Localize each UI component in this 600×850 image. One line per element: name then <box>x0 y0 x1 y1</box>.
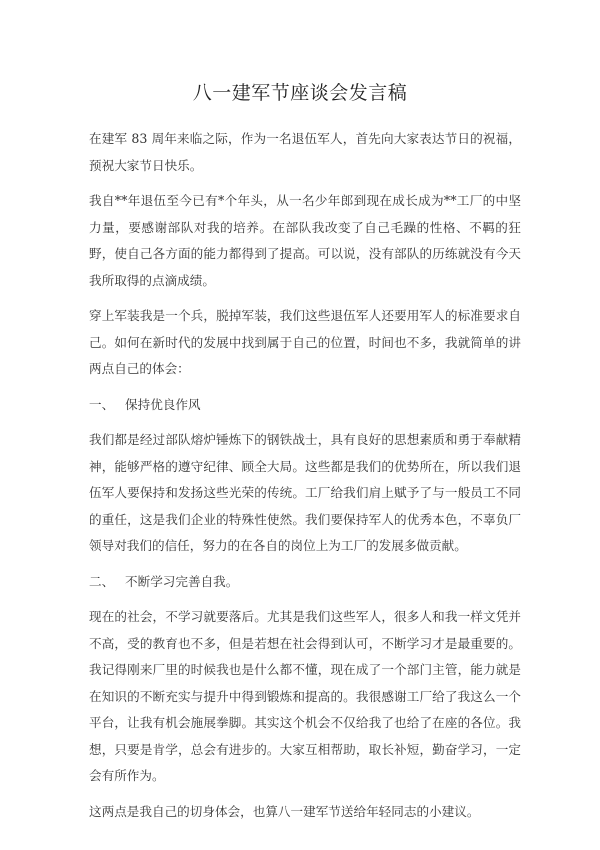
paragraph-intro: 在建军 83 周年来临之际，作为一名退伍军人，首先向大家表达节日的祝福，预祝大家节日快乐。 <box>89 131 521 173</box>
section-paragraph-2: 现在的社会，不学习就要落后。尤其是我们这些军人，很多人和我一样文凭并不高，受的教育也不多，但是若想在社会得到认可，不断学习才是最重要的。我记得刚来厂里的时候我也是什么都不懂，现在成了一个部门主管，能力就是在知识的不断充实与提升中得到锻炼和提高的。我很感谢工厂给了我这么一个平台，让我有机会施展拳脚。其实这个机会不仅给我了也给了在座的各位。我想，只要是肯学，总会有进步的。大家互相帮助，取长补短，勤奋学习，一定会有所作为。 <box>89 609 521 783</box>
section-number-2: 二、 <box>89 573 115 589</box>
page-title: 八一建军节座谈会发言稿 <box>192 82 408 104</box>
section-number-1: 一、 <box>89 396 115 412</box>
section-title-1: 保持优良作风 <box>125 396 201 412</box>
paragraph-background: 我自**年退伍至今已有*个年头，从一名少年郎到现在成长成为**工厂的中坚力量，要感谢部队对我的培养。在部队我改变了自己毛躁的性格、不羁的狂野，使自己各方面的能力都得到了提高。可以说，没有部队的历练就没有今天我所取得的点滴成绩。 <box>89 193 521 288</box>
document-body <box>89 126 521 834</box>
section-paragraph-1: 我们都是经过部队熔炉锤炼下的钢铁战士，具有良好的思想素质和勇于奉献精神，能够严格的遵守纪律、顾全大局。这些都是我们的优势所在，所以我们退伍军人要保持和发扬这些光荣的传统。工厂给我们肩上赋予了与一般员工不同的重任，这是我们企业的特殊性使然。我们要保持军人的优秀本色，不辜负厂领导对我们的信任，努力的在各自的岗位上为工厂的发展多做贡献。 <box>89 432 521 553</box>
section-heading-1 <box>89 392 521 419</box>
section-heading-2 <box>89 569 521 596</box>
paragraph-closing: 这两点是我自己的切身体会，也算八一建军节送给年轻同志的小建议。 <box>89 803 480 819</box>
paragraph-transition: 穿上军装我是一个兵，脱掉军装，我们这些退伍军人还要用军人的标准要求自己。如何在新时代的发展中找到属于自己的位置，时间也不多，我就简单的讲两点自己的体会： <box>89 308 521 376</box>
section-title-2: 不断学习完善自我。 <box>125 573 239 589</box>
